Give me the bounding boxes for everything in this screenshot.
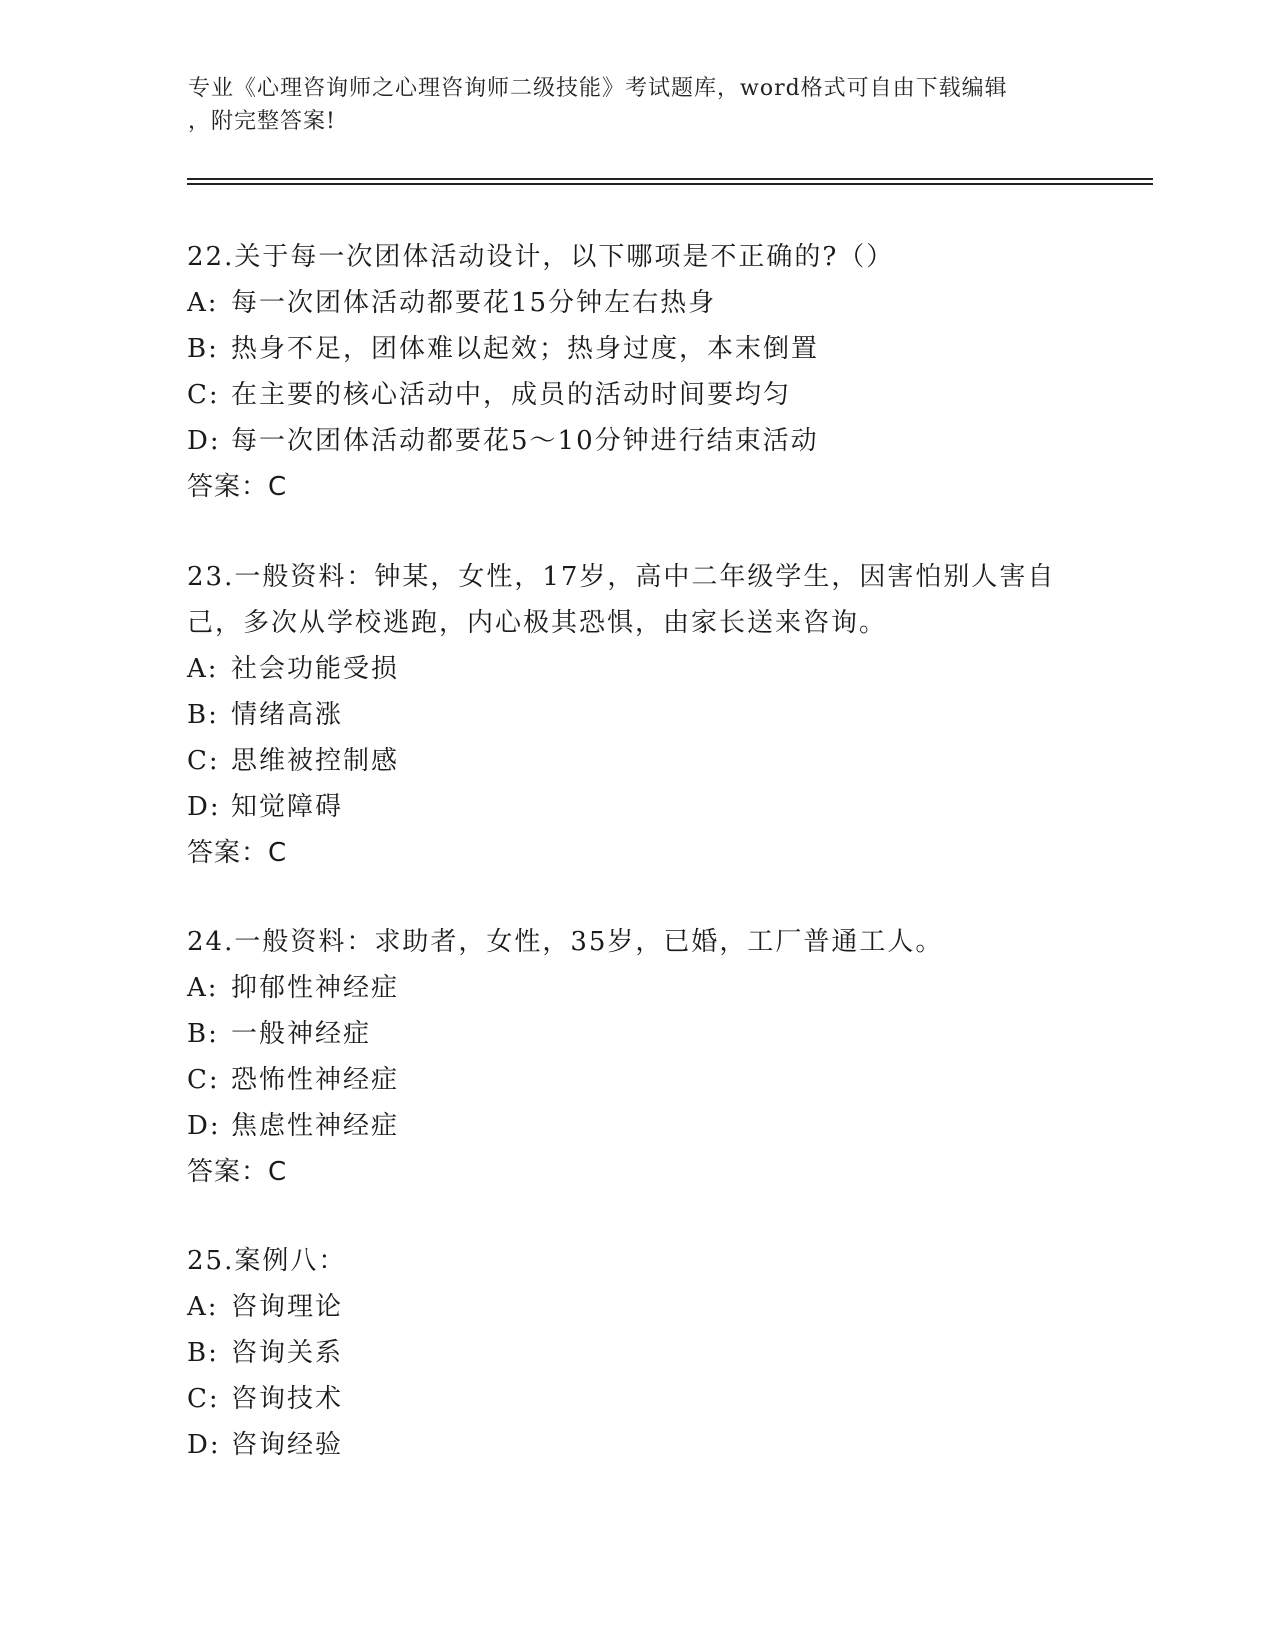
option-label: A: [187,288,219,318]
option-label: B: [187,700,219,730]
option-a [187,280,1087,326]
question-23 [187,554,1087,876]
option-label: D: [187,1430,221,1460]
option-d [187,784,1087,830]
option-text: 抑郁性神经症 [231,973,400,1003]
option-c [187,1057,1087,1103]
option-text: 在主要的核心活动中，成员的活动时间要均匀 [231,380,792,410]
answer-line: 答案：C [187,838,288,868]
option-label: C: [187,1065,220,1095]
option-label: A: [187,1292,219,1322]
option-text: 每一次团体活动都要花15分钟左右热身 [231,288,717,318]
header-line-2: ，附完整答案! [188,109,336,134]
answer-line: 答案：C [187,1157,288,1187]
option-text: 思维被控制感 [231,746,400,776]
option-label: C: [187,746,220,776]
option-c [187,1376,1087,1422]
option-b [187,692,1087,738]
option-text: 知觉障碍 [231,792,344,822]
question-stem: 24.一般资料：求助者，女性，35岁，已婚，工厂普通工人。 [187,927,944,957]
option-text: 焦虑性神经症 [231,1111,400,1141]
header-divider-bottom [187,183,1153,185]
question-stem: 25.案例八： [187,1246,347,1276]
option-c [187,738,1087,784]
option-text: 每一次团体活动都要花5～10分钟进行结束活动 [231,426,819,456]
option-label: B: [187,334,219,364]
option-a [187,1284,1087,1330]
question-stem: 23.一般资料：钟某，女性，17岁，高中二年级学生，因害怕别人害自己，多次从学校逃跑，内心极其恐惧，由家长送来咨询。 [187,562,1056,638]
option-text: 咨询技术 [231,1384,344,1414]
question-22 [187,234,1087,510]
option-b [187,326,1087,372]
option-text: 社会功能受损 [231,654,400,684]
option-b [187,1330,1087,1376]
option-label: B: [187,1019,219,1049]
option-text: 恐怖性神经症 [231,1065,400,1095]
option-label: B: [187,1338,219,1368]
option-label: D: [187,1111,221,1141]
option-a [187,646,1087,692]
answer-line: 答案：C [187,472,288,502]
option-a [187,965,1087,1011]
option-d [187,1103,1087,1149]
option-label: D: [187,792,221,822]
document-header [188,72,1078,138]
header-line-1: 专业《心理咨询师之心理咨询师二级技能》考试题库，word格式可自由下载编辑 [188,76,1008,101]
option-text: 热身不足，团体难以起效；热身过度，本末倒置 [231,334,820,364]
option-label: D: [187,426,221,456]
question-24 [187,919,1087,1195]
question-stem: 22.关于每一次团体活动设计，以下哪项是不正确的?（） [187,242,895,272]
option-b [187,1011,1087,1057]
option-c [187,372,1087,418]
question-25 [187,1238,1087,1468]
option-text: 一般神经症 [231,1019,372,1049]
header-divider-top [187,178,1153,180]
option-text: 咨询理论 [231,1292,344,1322]
option-text: 咨询经验 [231,1430,344,1460]
option-d [187,418,1087,464]
option-label: C: [187,380,220,410]
option-label: A: [187,654,219,684]
option-label: A: [187,973,219,1003]
option-text: 咨询关系 [231,1338,344,1368]
option-d [187,1422,1087,1468]
option-text: 情绪高涨 [231,700,344,730]
option-label: C: [187,1384,220,1414]
